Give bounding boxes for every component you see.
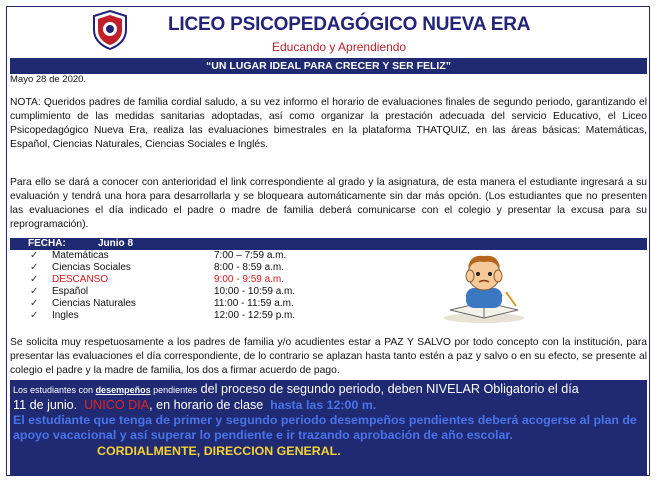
leveling-intro-small-2: pendientes [150, 385, 198, 395]
check-icon: ✓ [30, 262, 39, 273]
check-icon: ✓ [30, 274, 39, 285]
schedule-subject: Ingles [52, 310, 79, 321]
schedule-time: 7:00 – 7:59 a.m. [214, 250, 287, 261]
closing-signature: CORDIALMENTE, DIRECCION GENERAL. [97, 444, 341, 458]
studying-kid-illustration-icon [440, 248, 528, 324]
schedule-subject: Matemáticas [52, 250, 109, 261]
leveling-notice-box [10, 380, 647, 475]
schedule-subject: Ciencias Naturales [52, 298, 136, 309]
leveling-line-1 [13, 382, 644, 398]
paragraph-payment-notice: Se solicita muy respetuosamente a los padres de familia y/o acudientes estar a PAZ Y SALVO por todo concepto con la institución, para presentar las evaluaciones el día correspondiente, de lo contrario se aplazan hasta tanto estén a paz y salvo o en su efecto, se presente al colegio el padre y la madre de familia, los dos a firmar acuerdo de pago. [10, 337, 647, 376]
schedule-date-bar [10, 238, 647, 250]
paragraph-note: NOTA: Queridos padres de familia cordial saludo, a su vez informo el horario de evaluaciones finales de segundo periodo, garantizando el cumplimiento de las medidas sanitarias adoptadas, así como organizar la prestación adecuada del servicio Educativo, el Liceo Psicopedagógico Nueva Era, realiza las evaluaciones bimestrales en la plataforma THATQUIZ, en las áreas básicas: Matemáticas, Español, Ciencias Naturales, Ciencias Sociales e Inglés. [10, 97, 647, 150]
vacation-plan-paragraph: El estudiante que tenga de primer y segundo periodo desempeños pendientes deberá acogerse al plan de apoyo vacacional y así superar lo pendiente e ir trazando aprobación de año escolar. [13, 413, 637, 442]
check-icon: ✓ [30, 286, 39, 297]
schedule-time: 8:00 - 8:59 a.m. [214, 262, 285, 273]
leveling-deadline: hasta las 12:00 m. [270, 398, 377, 412]
leveling-line1-rest: del proceso de segundo periodo, deben NIVELAR Obligatorio el día [197, 382, 579, 396]
paragraph-instructions: Para ello se dará a conocer con anterioridad el link correspondiente al grado y la asignatura, de esta manera el estudiante ingresará a su evaluación y tendrá una hora para desarrollarla y se bloqueara automáticamente sin dar más opción. (Los estudiantes que no presenten las evaluaciones el día indicado el padre o madre de familia deberá comunicarse con el colegio y presentar la excusa para su reprogramación). [10, 177, 647, 230]
schedule-subject: Español [52, 286, 89, 297]
leveling-schedule-text: , en horario de clase [149, 398, 264, 412]
schedule-time: 10:00 - 10:59 a.m. [214, 286, 296, 297]
schedule-subject: DESCANSO [52, 274, 109, 285]
leveling-date: 11 de junio. [13, 398, 78, 412]
leveling-line-2 [13, 398, 644, 413]
leveling-intro-bold: desempeños [95, 385, 151, 395]
schedule-time: 12:00 - 12:59 p.m. [214, 310, 296, 321]
letter-date: Mayo 28 de 2020. [10, 74, 87, 85]
motto-banner: “UN LUGAR IDEAL PARA CRECER Y SER FELIZ” [10, 58, 647, 74]
leveling-unique-day: UNICO DIA [84, 398, 150, 412]
check-icon: ✓ [30, 250, 39, 261]
leveling-intro-small: Los estudiantes con [13, 385, 96, 395]
schedule-time: 11:00 - 11:59 a.m. [214, 298, 294, 309]
school-subtitle: Educando y Aprendiendo [272, 40, 407, 54]
check-icon: ✓ [30, 298, 39, 309]
schedule-subject: Ciencias Sociales [52, 262, 131, 273]
school-title: LICEO PSICOPEDAGÓGICO NUEVA ERA [168, 14, 531, 35]
schedule-date-label: FECHA: [28, 238, 66, 249]
schedule-date-value: Junio 8 [98, 238, 134, 249]
school-crest-logo [92, 10, 128, 50]
check-icon: ✓ [30, 310, 39, 321]
schedule-time: 9:00 - 9:59 a.m. [214, 274, 285, 285]
